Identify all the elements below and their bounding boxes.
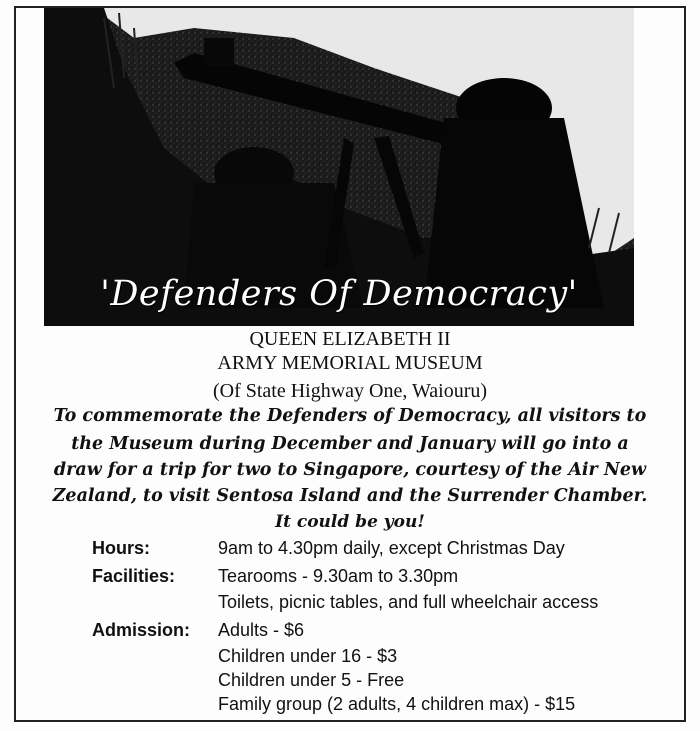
hours-value: 9am to 4.30pm daily, except Christmas Day	[218, 538, 565, 558]
facilities-value: Toilets, picnic tables, and full wheelchair access	[218, 592, 599, 612]
facilities-value: Tearooms - 9.30am to 3.30pm	[218, 566, 459, 586]
museum-name-line2: ARMY MEMORIAL MUSEUM	[217, 352, 483, 374]
admission-value: Adults - $6	[218, 620, 305, 640]
admission-value: Children under 16 - $3	[218, 646, 398, 666]
promo-line: Zealand, to visit Sentosa Island and the Surrender Chamber.	[52, 486, 648, 506]
promo-line: draw for a trip for two to Singapore, courtesy of the Air New	[53, 460, 647, 480]
promo-line: To commemorate the Defenders of Democracy, all visitors to	[53, 406, 647, 426]
tagline: It could be you!	[275, 512, 425, 532]
photo-title: 'Defenders Of Democracy'	[100, 274, 578, 314]
promo-line: the Museum during December and January will go into a	[71, 434, 629, 454]
soldiers-machine-gun-photo	[44, 8, 634, 326]
facilities-label: Facilities:	[92, 566, 176, 586]
hours-label: Hours:	[92, 538, 150, 558]
admission-value: Children under 5 - Free	[218, 670, 405, 690]
museum-location: (Of State Highway One, Waiouru)	[212, 380, 488, 402]
admission-label: Admission:	[92, 620, 191, 640]
admission-value: Family group (2 adults, 4 children max) - $15	[218, 694, 576, 714]
museum-name-line1: QUEEN ELIZABETH II	[249, 328, 451, 350]
